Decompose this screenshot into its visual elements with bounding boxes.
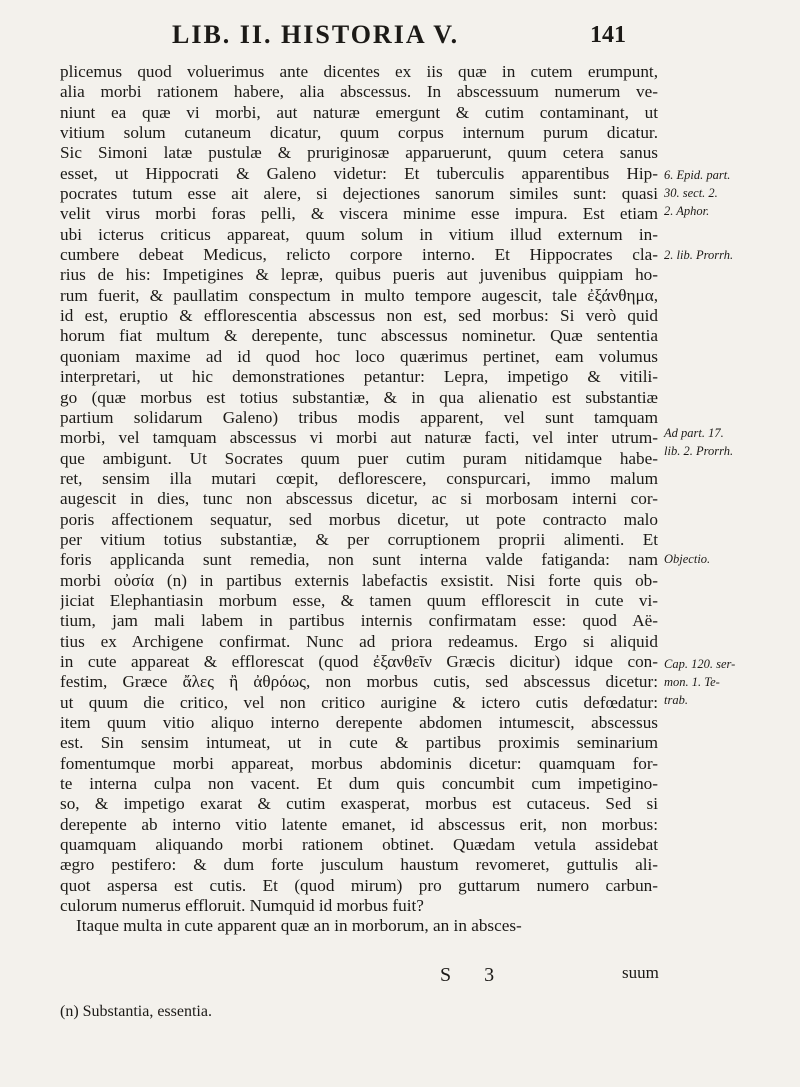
body-line: horum fiat multum & derepente, tunc abscessus nominetur. Quæ sententia <box>60 326 658 346</box>
body-line: jiciat Elephantiasin morbum esse, & tamen quum efflorescit in cute vi- <box>60 590 658 610</box>
body-line: so, & impetigo exarat & cutim exasperat, morbus est cutaceus. Sed si <box>60 794 658 814</box>
body-line: ubi icterus criticus appareat, quum solum in vitium illud externum in- <box>60 224 658 244</box>
body-text <box>60 62 658 937</box>
margin-note-cap <box>664 655 735 709</box>
margin-note-line: mon. 1. Te- <box>664 675 720 689</box>
margin-note-line: 6. Epid. part. <box>664 168 731 182</box>
body-line: interpretari, ut hic demonstrationes petantur: Lepra, impetigo & vitili- <box>60 367 658 387</box>
body-line: esset, ut Hippocrati & Galeno videtur: Et tuberculis apparentibus Hip- <box>60 163 658 183</box>
body-line: per vitium totius substantiæ, & per corruptionem proprii alimenti. Et <box>60 529 658 549</box>
body-line: est. Sin sensim intumeat, ut in cute & partibus proximis seminarium <box>60 733 658 753</box>
body-line: alia morbi rationem habere, alia abscessus. In abscessuum numerum ve- <box>60 82 658 102</box>
body-line: augescit in dies, tunc non abscessus dicetur, ac si morbosam interni cor- <box>60 489 658 509</box>
margin-note-line: Cap. 120. ser- <box>664 657 736 671</box>
body-line: item quum vitio aliquo interno derepente abdomen intumescit, abscessus <box>60 713 658 732</box>
body-line: go (quæ morbus est totius substantiæ, & in qua alienatio est substantiæ <box>60 387 658 407</box>
margin-note-line: lib. 2. Prorrh. <box>664 444 734 458</box>
body-line: in cute appareat & efflorescat (quod ἐξανθεῖν Græcis dicitur) idque con- <box>60 651 658 671</box>
body-line: fomentumque morbi appareat, morbus abdominis dicetur: quamquam for- <box>60 753 658 773</box>
body-line: niunt ea quæ vi morbi, aut naturæ emergunt & cutim contaminant, ut <box>60 102 658 122</box>
body-line: partium solidarum Galeno) tribus modis apparent, vel sunt tamquam <box>60 407 658 427</box>
body-line: ret, sensim illa mutari cœpit, deflorescere, conspurcari, immo malum <box>60 468 658 488</box>
margin-note-line: 2. Aphor. <box>664 204 710 218</box>
body-line: ut quum die critico, vel non critico aurigine & ictero cutis defœdatur: <box>60 692 658 712</box>
margin-note-epid <box>664 166 730 220</box>
body-line: derepente ab interno vitio latente emanet, id abscessus erit, non morbus: <box>60 814 658 834</box>
body-line: plicemus quod voluerimus ante dicentes ex iis quæ in cutem erumpunt, <box>60 62 658 81</box>
body-line: quamquam aliquando morbi rationem obtinet. Quædam vetula assidebat <box>60 835 658 855</box>
margin-note-line: 30. sect. 2. <box>664 186 718 200</box>
body-line: te interna culpa non vacent. Et dum quis concumbit cum impetigino- <box>60 774 658 794</box>
margin-note-line: Ad part. 17. <box>664 426 724 440</box>
margin-note-line: Objectio. <box>664 552 711 566</box>
body-line: rum fuerit, & paullatim conspectum in multo tempore augescit, tale ἐξάνθημα, <box>60 285 658 305</box>
page-number: 141 <box>590 22 626 48</box>
running-head: LIB. II. HISTORIA V. <box>172 20 460 49</box>
body-line: tius ex Archigene confirmat. Nunc ad priora redeamus. Ergo si aliquid <box>60 631 658 651</box>
body-line: quot aspersa est cutis. Et (quod mirum) pro guttarum numero carbun- <box>60 875 658 895</box>
body-line: pocrates tutum esse ait alere, si dejectiones sanorum similes sunt: quasi <box>60 184 658 204</box>
body-line: Sic Simoni latæ pustulæ & pruriginosæ apparuerunt, quum cetera sanus <box>60 143 658 163</box>
body-line: cumbere debeat Medicus, relicto corpore interno. Et Hippocrates cla- <box>60 245 658 265</box>
body-line: foris applicanda sunt remedia, non sunt interna valde fatiganda: nam <box>60 550 658 570</box>
margin-note-line: trab. <box>664 693 688 707</box>
body-line: morbi, vel tamquam abscessus vi morbi aut naturæ facti, vel inter utrum- <box>60 428 658 448</box>
margin-note-objectio <box>664 550 710 568</box>
body-line: ægro pestifero: & dum forte jusculum haustum revomeret, guttulis ali- <box>60 855 658 875</box>
body-line: morbi οὐσία (n) in partibus externis labefactis exsistit. Nisi forte quis ob- <box>60 570 658 590</box>
body-line: festim, Græce ἄλες ἢ ἀθρόως, non morbus cutis, sed abscessus dicetur: <box>60 672 658 692</box>
margin-note-ad-part <box>664 424 733 460</box>
catchword: suum <box>622 963 659 982</box>
margin-note-prorrh <box>664 246 733 264</box>
body-line: quoniam maxime ad id quod hoc loco quærimus pertinet, eam volumus <box>60 346 658 366</box>
body-line: Itaque multa in cute apparent quæ an in morborum, an in absces- <box>76 916 522 936</box>
body-line: velit virus morbi foras pelli, & viscera minime esse impura. Est etiam <box>60 204 658 224</box>
signature-mark: S 3 <box>440 964 509 986</box>
body-line: que ambigunt. Ut Socrates quum puer cutim puram nitidamque habe- <box>60 448 658 468</box>
body-line: id est, eruptio & efflorescentia abscessus non est, sed morbus: Si verò quid <box>60 306 658 326</box>
body-line: vitium solum cutaneum dicatur, quum corpus internum purum dicatur. <box>60 123 658 143</box>
margin-note-line: 2. lib. Prorrh. <box>664 248 734 262</box>
footnote: (n) Substantia, essentia. <box>60 1003 212 1020</box>
body-line: rius de his: Impetigines & lepræ, quibus pueris aut juvenibus quippiam ho- <box>60 265 658 285</box>
body-line: culorum numerus effloruit. Numquid id morbus fuit? <box>60 896 424 916</box>
body-line: poris affectionem sequatur, sed morbus dicetur, ut pote contracto malo <box>60 509 658 529</box>
body-line: tium, jam mali labem in partibus internis confirmatam esse: quod Aë- <box>60 611 658 631</box>
